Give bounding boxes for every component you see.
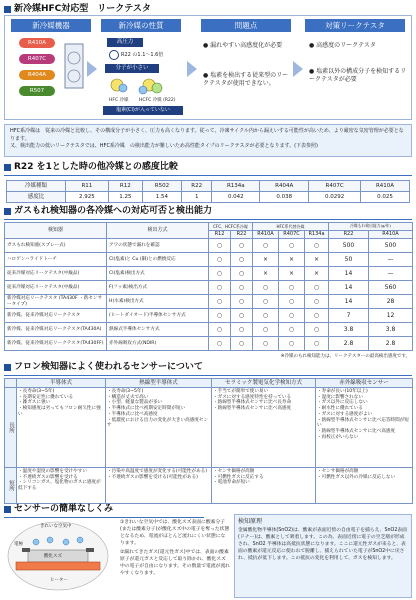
sensor-row-label: 長所 — [5, 388, 17, 468]
det-row — [5, 309, 413, 323]
mech-label-heater: ヒーター — [50, 578, 68, 583]
sens-value: 0.025 — [361, 192, 410, 203]
det-cell: ○ — [209, 253, 231, 267]
det-detector-type: H(水素)検出方式 — [107, 295, 209, 309]
sensor-pro: ・手当てが簡単で使い易い ・ガスに対する感度特性を持っている ・熱線型半導体式センサに比べ長寿命 ・熱線型半導体式センサに比べ高感度 — [212, 388, 316, 468]
det-cell: 14 — [329, 267, 369, 281]
prop-r22-text: R22 の1.1～1.6倍 — [121, 51, 164, 58]
det-cell: ○ — [305, 239, 329, 253]
mech-label-clean: きれいな空気中 — [40, 524, 72, 529]
sensor-col: 赤外線吸収センサー — [316, 379, 413, 388]
det-cell: × — [305, 253, 329, 267]
flow-header-4: 対策リークテスタ — [305, 19, 405, 32]
principle-title: 検知原理 — [238, 518, 263, 525]
det-cell: 3.8 — [369, 323, 413, 337]
det-cell: ○ — [305, 323, 329, 337]
sensor-col: 熱線型半導体式 — [106, 379, 212, 388]
sens-col: R502 — [142, 181, 181, 192]
det-cell: — — [369, 267, 413, 281]
det-cell: ○ — [209, 309, 231, 323]
det-h-hfc: HFC系代替冷媒 — [253, 223, 329, 231]
flow-note-2: 又、検出能力の低いリークテスタでは、HFC系冷媒 の検出能力が難しいため高性能タイプのリークテスタが必要となります。(下表参照) — [10, 143, 318, 149]
sens-col: R410A — [361, 181, 410, 192]
mech-square-icon — [4, 506, 11, 513]
sens-value: 2.925 — [65, 192, 108, 203]
det-row — [5, 323, 413, 337]
det-cell: ○ — [209, 323, 231, 337]
sens-col: R134a — [212, 181, 260, 192]
sens-table — [6, 180, 410, 203]
det-col: R22 — [329, 231, 369, 239]
det-cell: ○ — [279, 295, 305, 309]
det-h-cfc: CFC、HCFC系冷媒 — [209, 223, 253, 231]
det-detector-type: アワの状態で漏れを確認 — [107, 239, 209, 253]
sens-title-wrap — [4, 162, 178, 173]
sens-col: R22 — [182, 181, 212, 192]
det-cell: ○ — [209, 239, 231, 253]
det-cell: 50 — [329, 253, 369, 267]
det-col: R134a — [305, 231, 329, 239]
sensor-title-wrap — [4, 362, 203, 373]
det-detector-name: ハロゲンハライドトーチ — [5, 253, 107, 267]
det-cell: 500 — [329, 239, 369, 253]
sensor-col: セラミック製電気化学検知方式 — [212, 379, 316, 388]
flow-header-2: 新冷媒の性質 — [101, 19, 181, 32]
det-cell: 12 — [369, 309, 413, 323]
ref-badge-r410a: R410A — [19, 38, 55, 48]
sens-square-icon — [4, 164, 11, 171]
det-cell: × — [305, 267, 329, 281]
sens-value: 1.54 — [142, 192, 181, 203]
det-detector-name: 新冷媒、従来冷媒対応リークテスタ(TA430FF) — [5, 337, 107, 351]
prop-hcfc: HCFC 冷媒 (R22) — [139, 98, 176, 103]
sens-value-row — [7, 192, 410, 203]
det-cell: ○ — [231, 323, 253, 337]
flow-header-1: 新冷媒機器 — [11, 19, 91, 32]
det-row — [5, 267, 413, 281]
flow-note-1: HFC系冷媒は 従来の冷媒と比較し、その構成分子が小さく、圧力も高くなります。従って、冷凍サイクル内から漏えいする可能性が高いため、より厳密な気密管理が必要となります。 — [10, 128, 404, 142]
sensor-pro: ・長寿命(3~5年) ・長期安定性に優れている ・雑ガスに強い ・検知感度は劣ってもフロン耐久性に強い — [17, 388, 106, 468]
det-cell: ○ — [209, 295, 231, 309]
prop-pressure: 高圧力 — [107, 38, 143, 47]
ac-unit-icon — [63, 42, 85, 92]
det-cell: 2.8 — [329, 337, 369, 351]
sensor-underline — [4, 375, 412, 376]
sens-value: 1.25 — [108, 192, 142, 203]
det-cell: × — [253, 267, 279, 281]
ref-badge-r507: R507 — [19, 86, 55, 96]
det-cell: 3.8 — [329, 323, 369, 337]
flow-note — [4, 124, 412, 157]
det-col: R407C — [279, 231, 305, 239]
det-title-wrap — [4, 206, 212, 217]
det-cell: ○ — [305, 309, 329, 323]
page-title-wrap — [4, 4, 151, 15]
det-h-limit: 冷媒もれ検出能力(g/年) — [329, 223, 413, 231]
sensor-square-icon — [4, 364, 11, 371]
det-cell: ○ — [231, 309, 253, 323]
det-col: R410A — [369, 231, 413, 239]
flow-diagram — [4, 15, 412, 120]
det-cell: ○ — [279, 309, 305, 323]
det-cell: ○ — [253, 239, 279, 253]
mech-p1: ①きれいな空気中では、酸化スズ表面に酸素分子(または酸素分子)が酸化スズ中の電子を奪った状態となるため、電流がほとんど流れにくい状態になります。 — [120, 520, 230, 546]
pressure-gauge-icon — [109, 50, 119, 60]
principle-box — [234, 514, 412, 598]
det-underline — [4, 219, 412, 220]
det-cell: 2.8 — [369, 337, 413, 351]
sens-value: 0.0292 — [309, 192, 361, 203]
det-head-row-1 — [5, 223, 413, 231]
title-square-icon — [4, 6, 11, 13]
det-cell: ○ — [279, 337, 305, 351]
problem-2-text: 塩素を検出する従来型のリークテスタが使用できない。 — [203, 72, 289, 87]
sens-col: R12 — [108, 181, 142, 192]
det-cell: ○ — [231, 337, 253, 351]
prop-hfc: HFC 冷媒 — [109, 98, 129, 103]
det-cell: 14 — [329, 281, 369, 295]
det-cell: ○ — [209, 281, 231, 295]
prop-size: 分子が小さい — [105, 64, 159, 73]
measure-1-text: 高感度のリークテスタ — [316, 42, 376, 49]
problem-1-text: 漏れやすい高感度化が必要 — [210, 42, 283, 49]
sens-col: R404A — [260, 181, 309, 192]
det-detector-name: 新冷媒、従来冷媒対応リークテスタ — [5, 309, 107, 323]
det-cell: ○ — [279, 281, 305, 295]
mech-title: センサーの簡単なしくみ — [14, 504, 114, 514]
measure-1: ● 高感度のリークテスタ — [309, 42, 376, 49]
sensor-pros-row — [5, 388, 413, 468]
sens-value: 0.042 — [212, 192, 260, 203]
sensor-pro: ・寿命が長い(10年以上) ・湿度に影響されない ・ガス以外に反応しない ・耐水性に優れている ・ガスに対する感度がよい ・熱線型半導体式センサに比べ応答時間が短い ・熱線型半導体式センサに比べ高感度 ・再校正がいらない — [316, 388, 413, 468]
det-detector-type: 赤外線吸収方式(NDIR) — [107, 337, 209, 351]
sens-underline — [4, 175, 412, 176]
sens-value: 1 — [182, 192, 212, 203]
det-cell: ○ — [253, 309, 279, 323]
sens-col: R11 — [65, 181, 108, 192]
det-cell: ○ — [305, 295, 329, 309]
det-cell: ○ — [231, 239, 253, 253]
det-detector-type: Cl(塩素)と Cu (銅)との燃焼反応 — [107, 253, 209, 267]
det-cell: ○ — [253, 337, 279, 351]
mech-p2: ②漏れてきたガス(還元性ガス)中では、表面の酸素原子が還元ガスと反応して取り除かれ、酸化スズ中の電子が自由になります。その数量で電流が流れやすくなります。 — [120, 549, 230, 576]
det-cell: ○ — [253, 323, 279, 337]
sensor-col: 半導体式 — [17, 379, 106, 388]
det-cell: ○ — [231, 253, 253, 267]
det-detector-name: 新冷媒、従来冷媒対応リークテスタ(TA430A) — [5, 323, 107, 337]
det-cell: 500 — [369, 239, 413, 253]
sensor-corner — [5, 379, 17, 388]
det-cell: 7 — [329, 309, 369, 323]
principle-text: 金属酸化物半導体(SnO2)は、酸素が表面近傍の自由電子を捕らえ、SnO2表面(ドナー)は、酸素として吸着します。この為、表面近傍に電子の空乏層が形成され、SnO2 半導体は高抵抗状態になります。ここに還元性ガスが来ると、表面の酸素が還元反応に使われて脱離し、捕えられていた電子がSnO2中に戻され、抵抗が低下します。この抵抗の変化を利用して、ガスを検知します。 — [238, 527, 407, 561]
det-cell: ○ — [231, 281, 253, 295]
det-cell: ○ — [305, 337, 329, 351]
ref-badge-r404a: R404A — [19, 70, 55, 80]
det-cell: ○ — [231, 295, 253, 309]
problem-2: ● 塩素を検出する従来型のリークテスタが使用できない。 — [203, 72, 289, 87]
det-footnote: ※冷媒のもれ検知能力は、リークテスターの最高検出感度です。 — [280, 354, 410, 359]
arrow-1 — [87, 61, 97, 77]
det-cell: ○ — [209, 337, 231, 351]
det-row — [5, 281, 413, 295]
sensor-head-row — [5, 379, 413, 388]
prop-r22 — [109, 50, 163, 60]
sensor-title: フロン検知器によく使われるセンサーについて — [14, 362, 203, 372]
det-cell: ○ — [279, 239, 305, 253]
sens-value: 0.038 — [260, 192, 309, 203]
det-row — [5, 253, 413, 267]
det-h-detector: 検知器 — [5, 223, 107, 239]
sensor-row-label: 短所 — [5, 468, 17, 504]
det-row — [5, 295, 413, 309]
sens-row-label: 感度比 — [7, 192, 66, 203]
arrow-2 — [187, 61, 197, 77]
det-cell: × — [279, 267, 305, 281]
det-table — [4, 222, 413, 351]
sensor-con: ・汚染や高温度で感度が変化する(可能性がある) ・不連続ガスの影響を受ける(可能性がある) — [106, 468, 212, 504]
sens-col: R407C — [309, 181, 361, 192]
sensor-con: ・センサ価格が高額 ・可燃性ガス以外の冷媒に反応しない — [316, 468, 413, 504]
det-title: ガスもれ検知器の各冷媒への対応可否と検出能力 — [14, 206, 213, 216]
det-cell: 28 — [369, 295, 413, 309]
det-row — [5, 337, 413, 351]
det-detector-type: Cl(塩素)検出方式 — [107, 267, 209, 281]
det-detector-name: 従来冷媒対応リークテスタ(中級品) — [5, 281, 107, 295]
det-cell: ○ — [231, 267, 253, 281]
sens-col: 冷媒種類 — [7, 181, 66, 192]
det-cell: 560 — [369, 281, 413, 295]
sens-title: R22 を1とした時の他冷媒との感度比較 — [14, 162, 178, 172]
det-cell: ○ — [279, 323, 305, 337]
mech-underline — [4, 517, 204, 518]
molecule-icons — [103, 76, 183, 98]
det-cell: ○ — [305, 281, 329, 295]
mech-explain — [120, 520, 230, 578]
det-detector-type: F(フッ素)検出方式 — [107, 281, 209, 295]
det-cell: ○ — [209, 267, 231, 281]
sens-header-row — [7, 181, 410, 192]
measure-2: ● 塩素以外の構成分子を検知するリークテスタが必要 — [309, 68, 407, 83]
ref-badge-r407c: R407C — [19, 54, 55, 64]
det-h-type: 検出方式 — [107, 223, 209, 239]
det-cell: 14 — [329, 295, 369, 309]
sensor-pro: ・長寿命(3~5年) ・構造が丈夫で高い ・小型、軽量な製品が多い ・半導体式に比べ初期安定時間が短い ・半導体式に比べ高感度 ・低濃度における出力の変化が大きい高感度センサ — [106, 388, 212, 468]
det-cell: × — [279, 253, 305, 267]
det-detector-name: ガスもれ検知液(スプレー式) — [5, 239, 107, 253]
flow-header-3: 問題点 — [201, 19, 291, 32]
prop-chlorine: 塩素(Cl)が入っていない — [103, 106, 183, 115]
mech-label-sno2: 酸化スズ — [44, 554, 62, 559]
mech-label-electrode: 電極 — [14, 542, 23, 547]
page-title: 新冷媒HFC対応型 リークテスタ — [14, 4, 151, 14]
mech-title-wrap — [4, 504, 113, 515]
arrow-3 — [293, 61, 303, 77]
det-cell: ○ — [253, 295, 279, 309]
sensor-con: ・温度や湿度の影響を受けやすい ・不連続ガスの影響を受ける ・シリコンガス、塩化物のガスに感度が低下する — [17, 468, 106, 504]
det-detector-type: (ヒートダイオード)半導体センサ方式 — [107, 309, 209, 323]
det-detector-type: 熱線式半導体センサ方式 — [107, 323, 209, 337]
det-col: R22 — [231, 231, 253, 239]
det-cell: — — [369, 253, 413, 267]
det-row — [5, 239, 413, 253]
det-square-icon — [4, 208, 11, 215]
sensor-table — [4, 378, 413, 504]
problem-1: ● 漏れやすい高感度化が必要 — [203, 42, 283, 49]
det-col: R410A — [253, 231, 279, 239]
sensor-cons-row — [5, 468, 413, 504]
det-cell: ○ — [253, 281, 279, 295]
det-cell: × — [253, 253, 279, 267]
measure-2-text: 塩素以外の構成分子を検知するリークテスタが必要 — [309, 68, 407, 83]
sensor-con: ・センサ価格が高額 ・可燃性ガスに反応する ・電池寿命が短い — [212, 468, 316, 504]
det-detector-name: 従来冷媒対応リークテスタ(中級品) — [5, 267, 107, 281]
det-col: R12 — [209, 231, 231, 239]
det-detector-name: 新冷媒対応リークテスタ (TA430F ・新センサータイプ) — [5, 295, 107, 309]
